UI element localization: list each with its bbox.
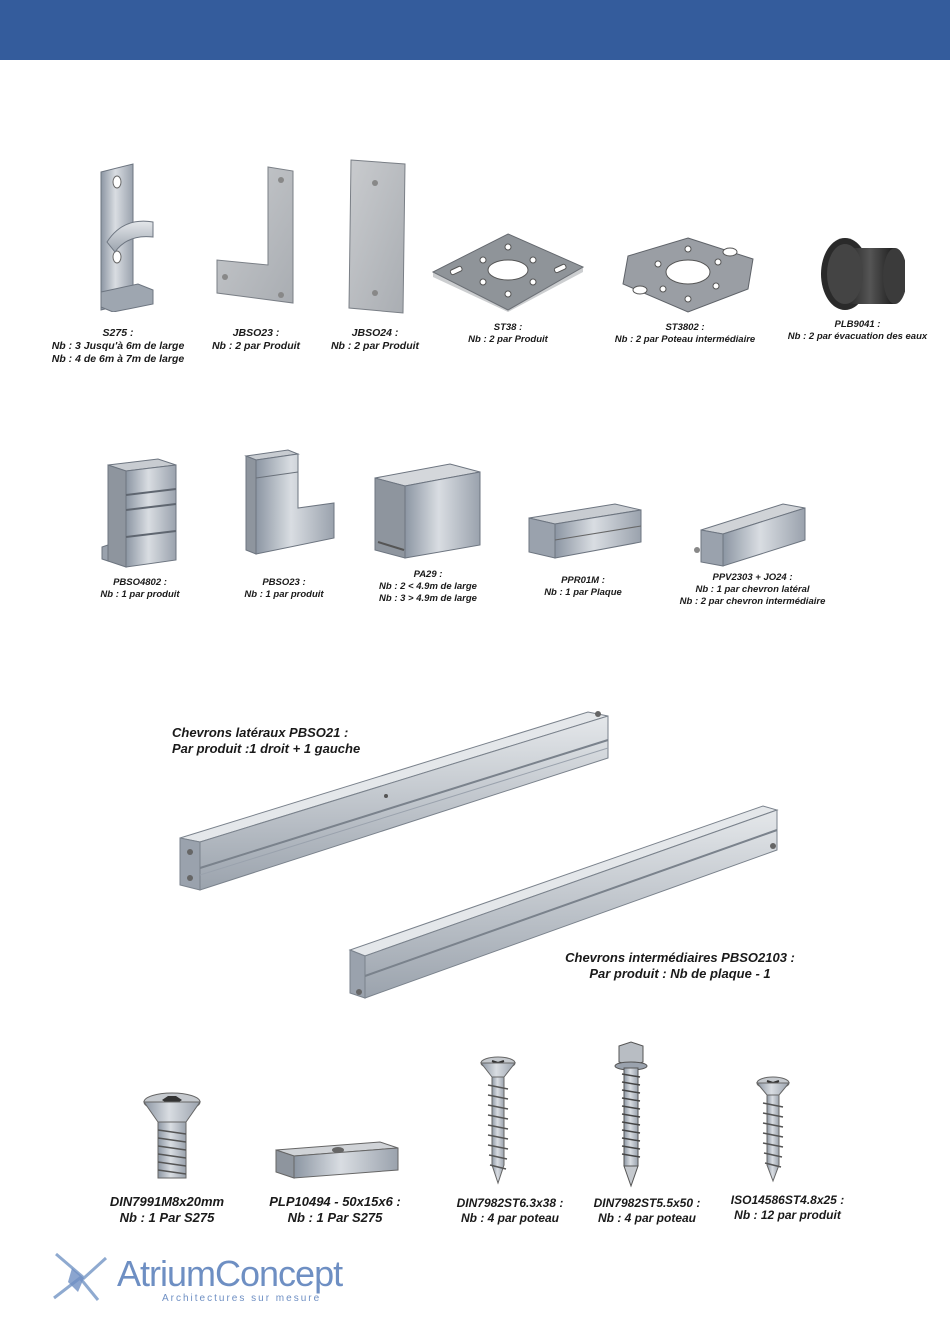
- qty: Nb : 1 par Plaque: [544, 586, 622, 598]
- qty: Nb : 2 par Produit: [211, 340, 301, 353]
- jbso23-l-plate-icon: [213, 165, 298, 310]
- qty: Par produit :1 droit + 1 gauche: [172, 741, 361, 757]
- caption-ppr01m: [523, 575, 643, 599]
- header-bar: [0, 0, 950, 60]
- ppv2303-profile-icon: [693, 500, 813, 570]
- logo-tagline: Architectures sur mesure: [162, 1293, 322, 1304]
- title: Chevrons intermédiaires PBSO2103 :: [565, 950, 795, 965]
- qty: Nb : 2 < 4.9m de large: [379, 580, 477, 592]
- code: ST3802 :: [665, 322, 705, 333]
- code: DIN7991M8x20mm: [109, 1194, 225, 1209]
- caption-din7991: [92, 1194, 242, 1227]
- caption-pa29: [358, 569, 498, 605]
- code: PPR01M :: [561, 575, 605, 586]
- qty: Nb : 2 par Poteau intermédiaire: [614, 333, 756, 345]
- pa29-box-profile-icon: [370, 460, 485, 560]
- code: ST38 :: [493, 322, 523, 333]
- countersunk-bolt-icon: [140, 1090, 205, 1182]
- s275-bracket-icon: [93, 162, 158, 312]
- caption-intermediate-rafters: [555, 950, 805, 983]
- title: Chevrons latéraux PBSO21 :: [172, 725, 349, 740]
- qty: Nb : 3 Jusqu'à 6m de large: [51, 340, 185, 353]
- qty: Nb : 2 par Produit: [330, 340, 420, 353]
- qty: Nb : 1 Par S275: [287, 1210, 383, 1226]
- qty: Nb : 1 Par S275: [119, 1210, 215, 1226]
- st3802-base-plate-icon: [618, 234, 758, 314]
- code: DIN7982ST6.3x38 :: [456, 1196, 564, 1210]
- code: JBSO24 :: [351, 327, 399, 339]
- code: PA29 :: [413, 569, 443, 580]
- pbso23-profile-icon: [238, 448, 338, 558]
- caption-lateral-rafters: [172, 725, 377, 758]
- ppr01m-profile-icon: [525, 500, 645, 565]
- qty: Nb : 2 par Produit: [468, 333, 548, 345]
- qty: Nb : 1 par produit: [244, 588, 324, 600]
- code: PBSO23 :: [262, 577, 306, 588]
- plb9041-drain-outlet-icon: [815, 234, 905, 314]
- caption-plp10494: [255, 1194, 415, 1227]
- logo-wordmark: AtriumConcept: [117, 1253, 343, 1294]
- caption-plb9041: [775, 319, 940, 343]
- code: PLP10494 - 50x15x6 :: [269, 1194, 401, 1209]
- caption-st3802: [600, 322, 770, 346]
- jbso24-flat-plate-icon: [345, 158, 410, 316]
- caption-st38: [448, 322, 568, 346]
- qty: Nb : 4 de 6m à 7m de large: [51, 353, 185, 366]
- threaded-plate-icon: [272, 1132, 402, 1180]
- hex-self-drilling-screw-icon: [611, 1040, 651, 1188]
- atrium-star-logo-icon: [50, 1248, 112, 1306]
- qty: Par produit : Nb de plaque - 1: [589, 966, 771, 982]
- code: JBSO23 :: [232, 327, 280, 339]
- qty: Nb : 4 par poteau: [460, 1211, 559, 1225]
- code: PPV2303 + JO24 :: [712, 572, 793, 583]
- tapping-screw-icon: [478, 1055, 518, 1185]
- caption-iso14586: [700, 1193, 875, 1223]
- caption-jbso24: [315, 327, 435, 353]
- pbso4802-profile-icon: [98, 455, 183, 570]
- qty: Nb : 1 par produit: [100, 588, 180, 600]
- caption-s275: [38, 327, 198, 366]
- caption-pbso4802: [80, 577, 200, 601]
- code: PBSO4802 :: [113, 577, 167, 588]
- qty: Nb : 3 > 4.9m de large: [379, 592, 477, 604]
- qty: Nb : 4 par poteau: [597, 1211, 696, 1225]
- caption-din7982-63: [430, 1196, 590, 1226]
- qty: Nb : 1 par chevron latéral: [695, 583, 810, 595]
- short-tapping-screw-icon: [753, 1075, 793, 1185]
- qty: Nb : 12 par produit: [734, 1208, 841, 1222]
- caption-ppv2303: [670, 572, 835, 608]
- code: DIN7982ST5.5x50 :: [593, 1196, 701, 1210]
- code: PLB9041 :: [834, 319, 881, 330]
- code: S275 :: [102, 327, 134, 339]
- qty: Nb : 2 par chevron intermédiaire: [679, 595, 826, 607]
- caption-pbso23: [224, 577, 344, 601]
- st38-base-plate-icon: [428, 232, 588, 312]
- qty: Nb : 2 par évacuation des eaux: [787, 330, 928, 342]
- caption-jbso23: [196, 327, 316, 353]
- code: ISO14586ST4.8x25 :: [730, 1193, 845, 1207]
